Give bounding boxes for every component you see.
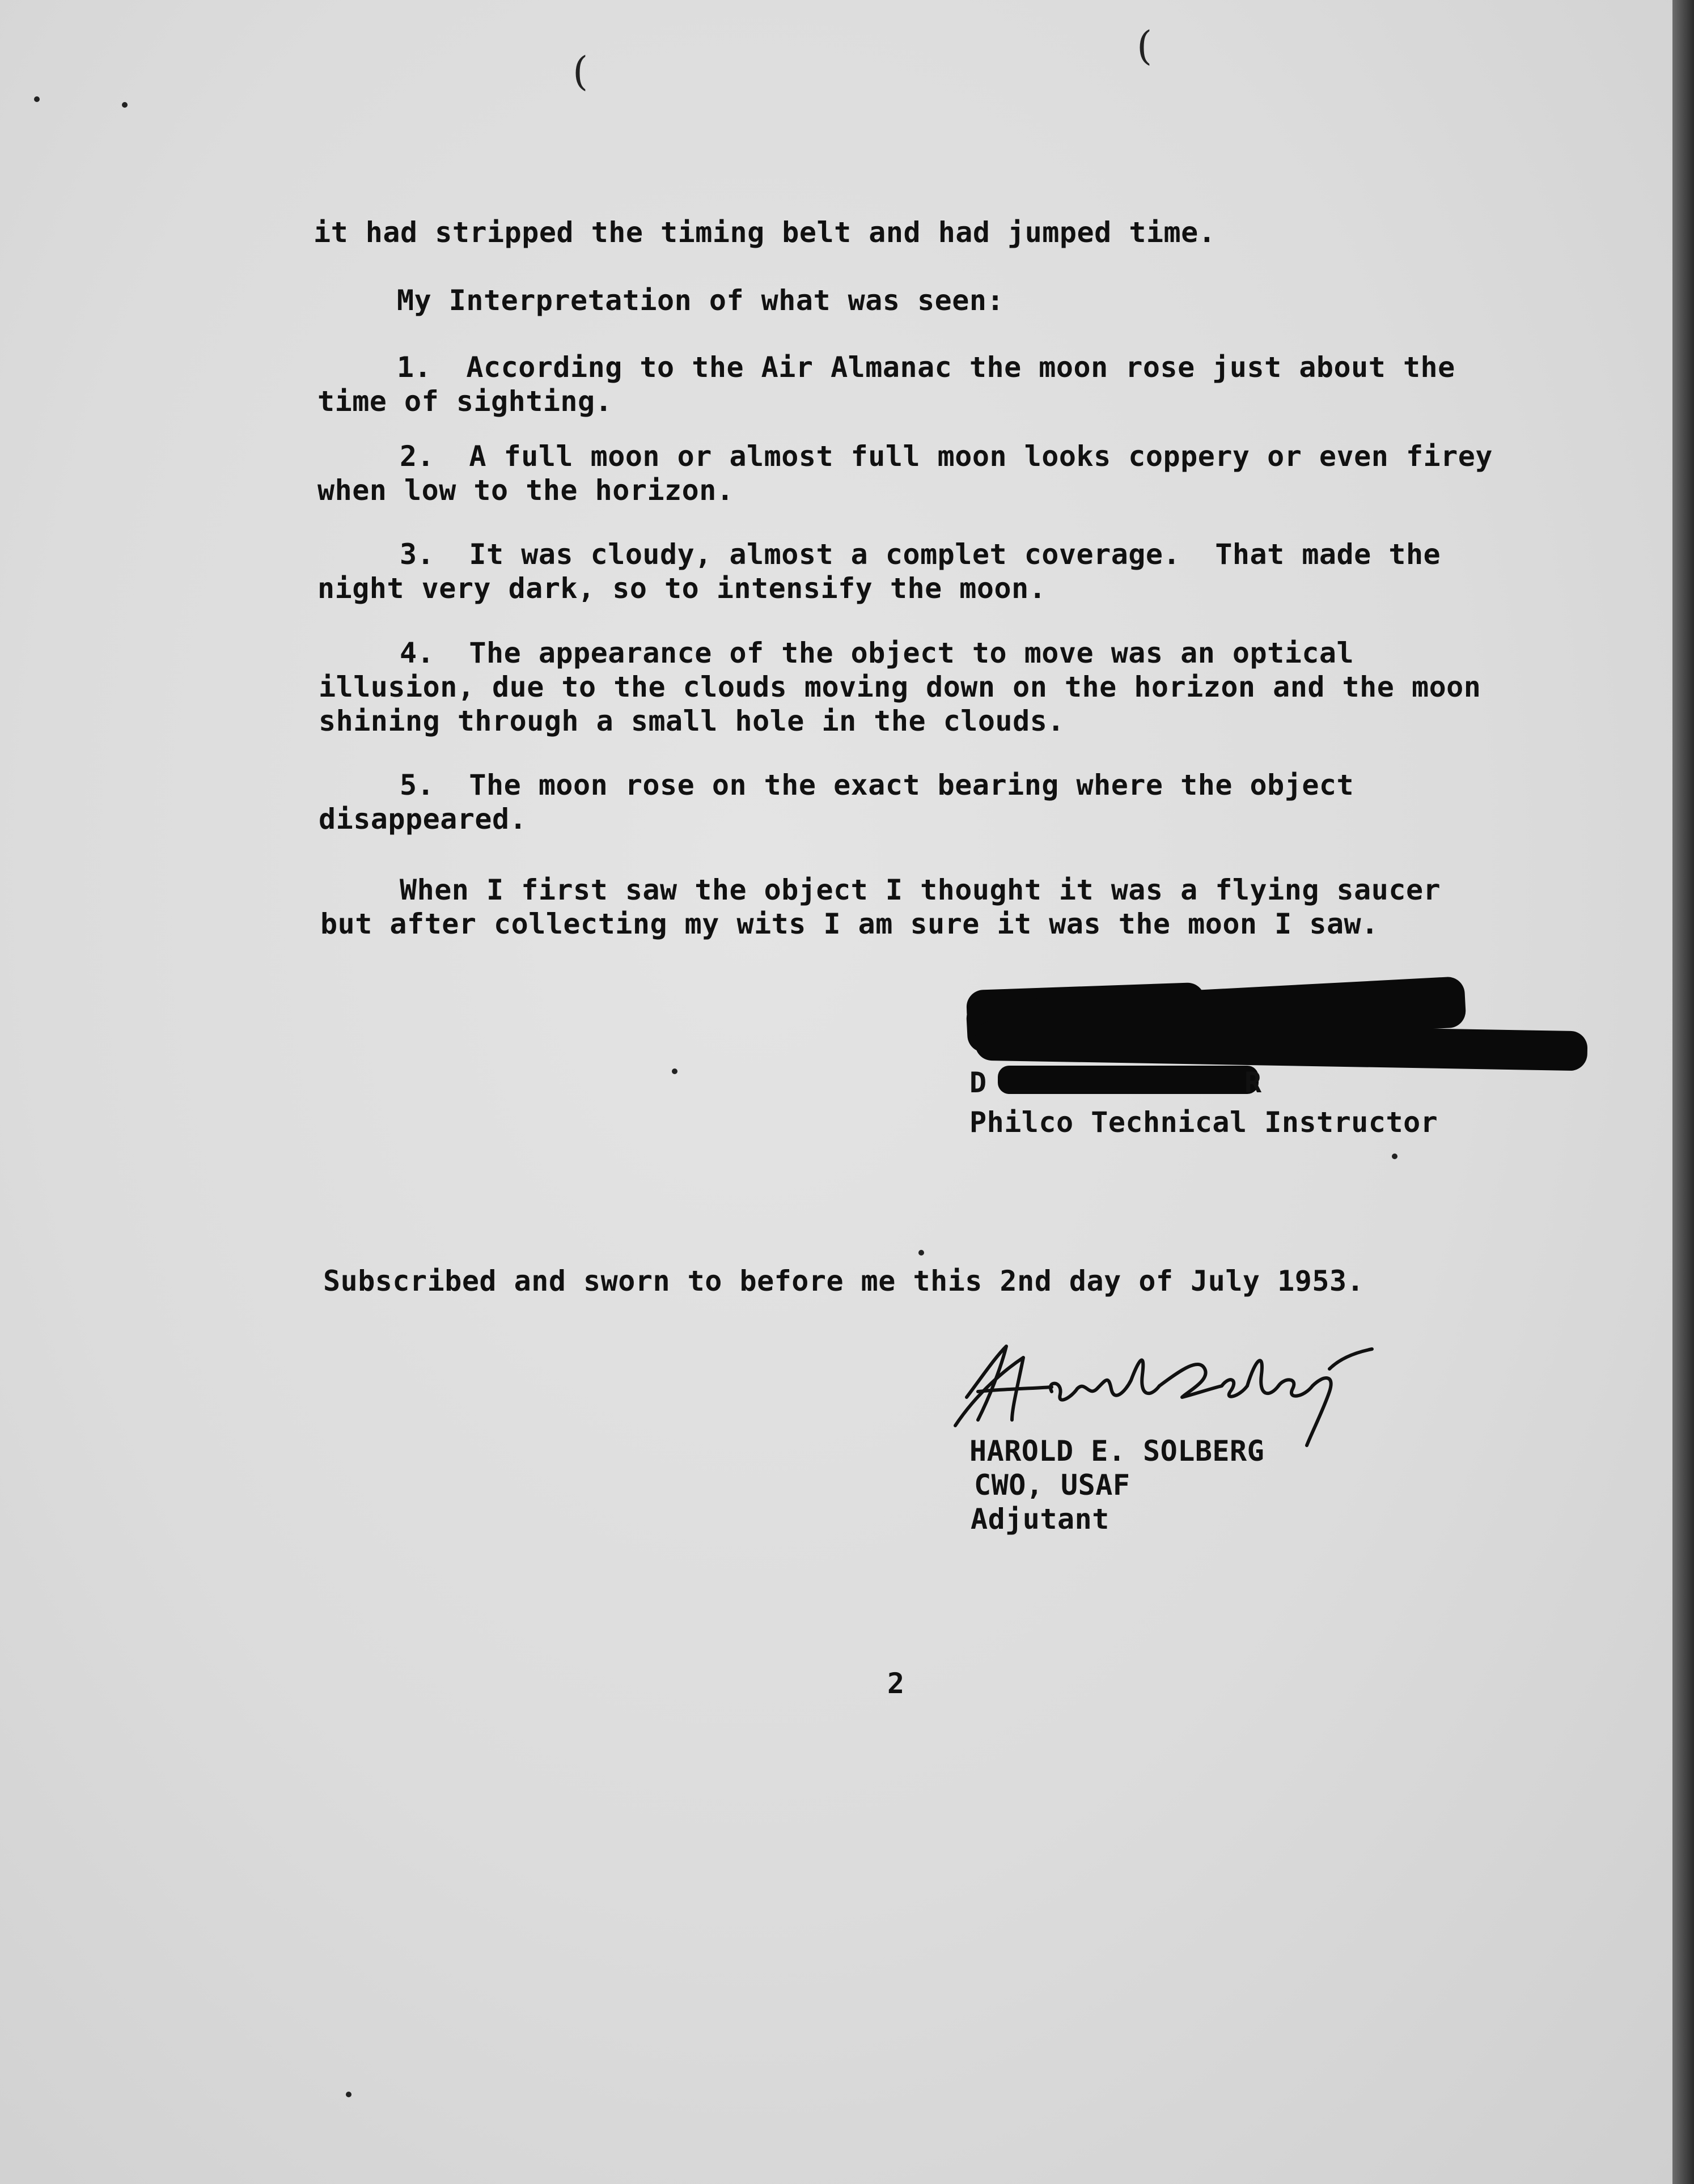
page-mark-right: ( bbox=[1137, 23, 1153, 69]
page-number: 2 bbox=[887, 1667, 905, 1700]
item-5-line-1: 5. The moon rose on the exact bearing where the object bbox=[400, 769, 1354, 801]
closing-line-2: but after collecting my wits I am sure it was the moon I saw. bbox=[320, 907, 1379, 940]
closing-line-1: When I first saw the object I thought it was a flying saucer bbox=[400, 873, 1441, 906]
scan-speck bbox=[34, 96, 40, 102]
scan-edge bbox=[1672, 0, 1694, 2184]
scan-speck bbox=[918, 1250, 924, 1256]
scan-speck bbox=[122, 102, 128, 108]
scan-speck bbox=[1392, 1154, 1397, 1159]
item-2-line-2: when low to the horizon. bbox=[317, 474, 734, 507]
notary-rank: CWO, USAF bbox=[974, 1469, 1130, 1502]
oath-line: Subscribed and sworn to before me this 2nd day of July 1953. bbox=[323, 1265, 1365, 1297]
signer-name-end: R bbox=[1244, 1066, 1262, 1099]
signer-title: Philco Technical Instructor bbox=[969, 1106, 1438, 1139]
handwritten-signature bbox=[944, 1335, 1375, 1448]
scan-speck bbox=[346, 2092, 351, 2097]
interpretation-heading: My Interpretation of what was seen: bbox=[397, 284, 1005, 317]
item-3-line-1: 3. It was cloudy, almost a complet coverage. That made the bbox=[400, 538, 1441, 571]
item-4-line-1: 4. The appearance of the object to move was an optical bbox=[400, 637, 1354, 669]
notary-name: HAROLD E. SOLBERG bbox=[969, 1435, 1265, 1468]
redaction-bar bbox=[998, 1066, 1259, 1094]
signer-name-start: D bbox=[969, 1066, 987, 1099]
item-2-line-1: 2. A full moon or almost full moon looks coppery or even firey bbox=[400, 440, 1493, 473]
item-1-line-1: 1. According to the Air Almanac the moon rose just about the bbox=[397, 351, 1455, 384]
item-4-line-2: illusion, due to the clouds moving down on the horizon and the moon bbox=[319, 671, 1481, 703]
notary-role: Adjutant bbox=[971, 1503, 1109, 1536]
item-4-line-3: shining through a small hole in the clouds. bbox=[319, 705, 1065, 737]
continuation-line: it had stripped the timing belt and had jumped time. bbox=[314, 216, 1216, 249]
redaction-bar bbox=[975, 1021, 1587, 1071]
item-1-line-2: time of sighting. bbox=[317, 385, 613, 418]
item-5-line-2: disappeared. bbox=[319, 803, 527, 836]
item-3-line-2: night very dark, so to intensify the moon. bbox=[317, 572, 1047, 605]
scan-speck bbox=[672, 1068, 677, 1074]
page-mark-left: ( bbox=[573, 48, 588, 95]
